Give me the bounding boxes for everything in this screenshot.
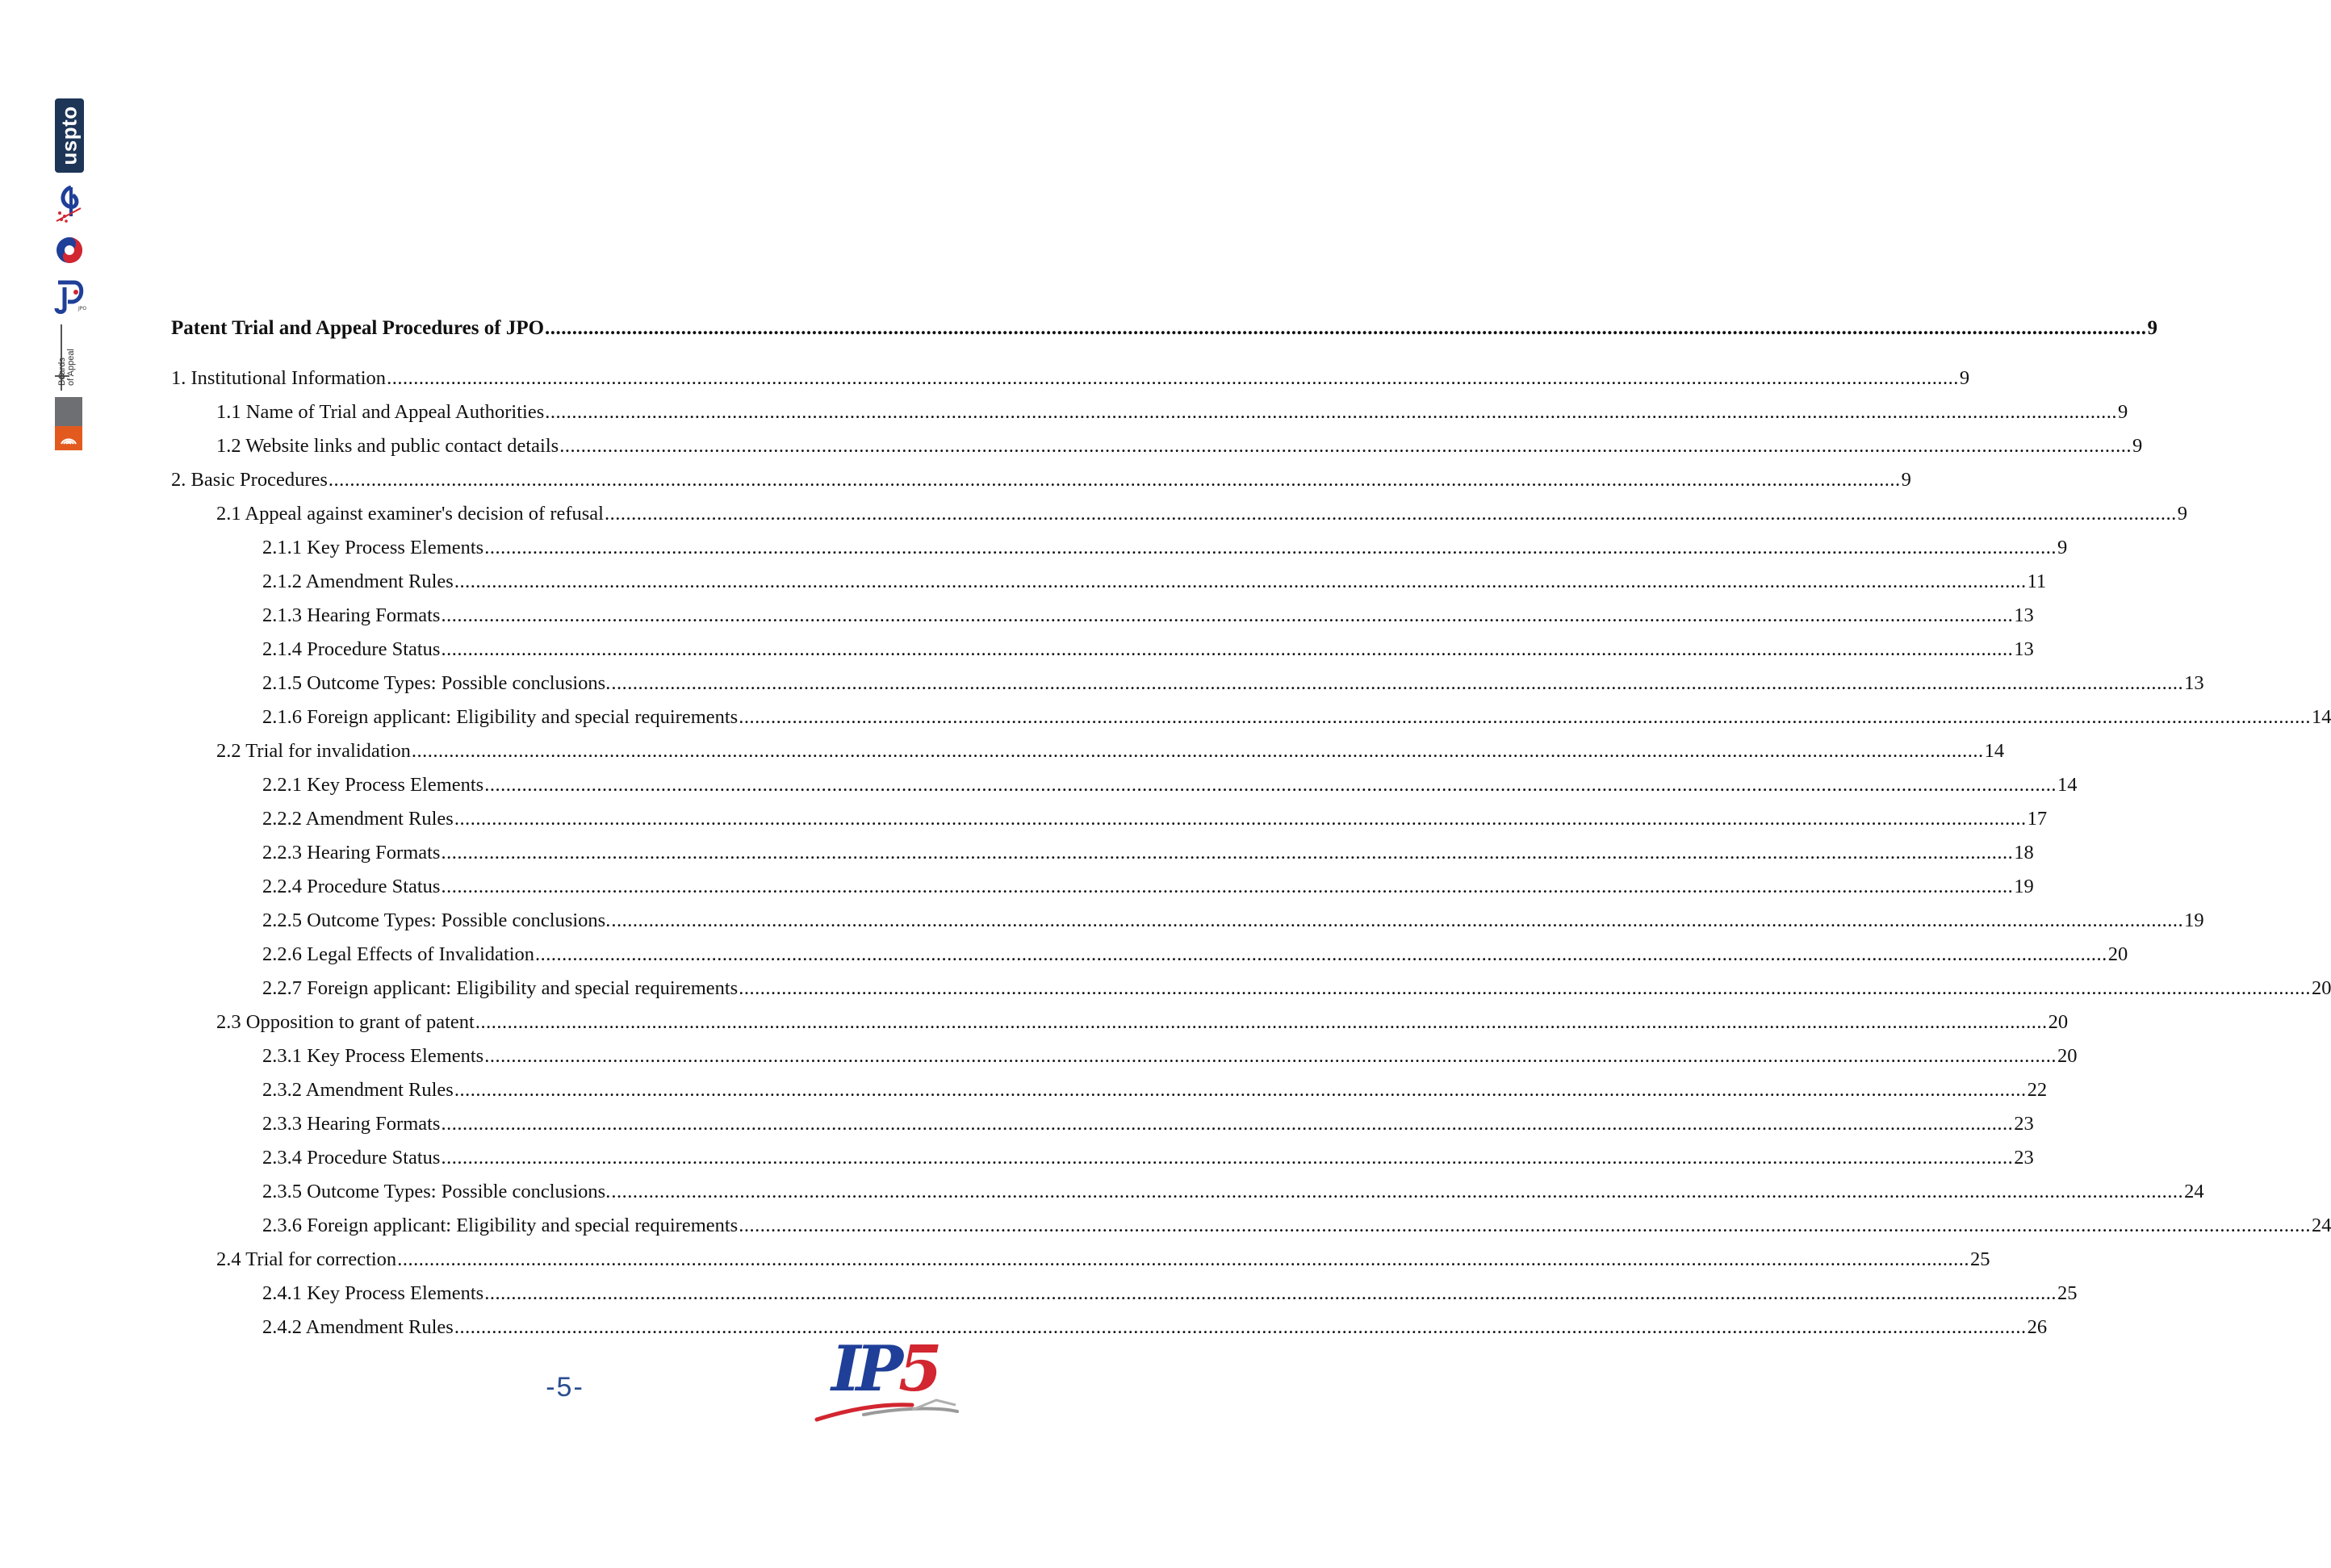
toc-label: Patent Trial and Appeal Procedures of JPO bbox=[171, 317, 545, 339]
toc-page-number: 23 bbox=[2014, 1113, 2034, 1135]
ip5-logo-ip: IP bbox=[831, 1332, 899, 1406]
toc-entry[interactable] bbox=[262, 976, 2331, 1001]
toc-leader bbox=[454, 807, 2027, 831]
toc-page-number: 9 bbox=[2118, 401, 2128, 423]
toc-entry[interactable] bbox=[171, 366, 1970, 391]
toc-label: 2.2.1 Key Process Elements bbox=[262, 774, 484, 796]
toc-label: 2.4.1 Key Process Elements bbox=[262, 1282, 484, 1304]
ip5-logo-five: 5 bbox=[898, 1332, 938, 1406]
toc-page-number: 19 bbox=[2014, 876, 2034, 897]
toc-entry[interactable] bbox=[216, 502, 2187, 526]
toc-entry[interactable] bbox=[262, 638, 2034, 662]
toc-leader bbox=[484, 1282, 2057, 1306]
toc-entry[interactable] bbox=[262, 570, 2047, 594]
toc-entry[interactable] bbox=[262, 1146, 2034, 1170]
toc-entry[interactable] bbox=[262, 841, 2034, 865]
toc-page-number: 24 bbox=[2184, 1181, 2204, 1202]
toc-entry[interactable] bbox=[216, 400, 2128, 424]
toc-entry[interactable] bbox=[262, 1078, 2048, 1102]
toc-label: 2.1.6 Foreign applicant: Eligibility and special requirements bbox=[262, 706, 739, 728]
toc-page-number: 20 bbox=[2107, 943, 2128, 965]
toc-entry[interactable] bbox=[262, 671, 2204, 696]
toc-leader bbox=[397, 1248, 1969, 1272]
toc-leader bbox=[475, 1010, 2048, 1035]
svg-text:JPO: JPO bbox=[78, 306, 87, 312]
toc-entry[interactable] bbox=[262, 1044, 2078, 1068]
toc-label: 2.2.7 Foreign applicant: Eligibility and special requirements bbox=[262, 977, 739, 999]
toc-label: 2.3 Opposition to grant of patent bbox=[216, 1011, 475, 1033]
toc-page-number: 9 bbox=[2177, 503, 2187, 525]
toc-page-number: 25 bbox=[1969, 1248, 1990, 1270]
toc-page-number: 20 bbox=[2048, 1011, 2069, 1033]
toc-page-number: 14 bbox=[2311, 706, 2331, 728]
toc-label: 2.3.5 Outcome Types: Possible conclusions. bbox=[262, 1181, 611, 1202]
toc-leader bbox=[441, 1146, 2013, 1170]
toc-label: 2.3.1 Key Process Elements bbox=[262, 1045, 484, 1067]
toc-leader bbox=[545, 400, 2117, 424]
toc-label: 2.3.2 Amendment Rules bbox=[262, 1079, 454, 1101]
toc-page-number: 13 bbox=[2014, 638, 2034, 660]
toc-leader bbox=[441, 841, 2013, 865]
toc-entry[interactable] bbox=[262, 1282, 2078, 1306]
toc-label: 2.2 Trial for invalidation bbox=[216, 740, 411, 762]
toc-leader bbox=[559, 434, 2132, 458]
toc-heading[interactable] bbox=[171, 316, 2158, 341]
toc-entry[interactable] bbox=[262, 705, 2331, 730]
toc-entry[interactable] bbox=[216, 1010, 2069, 1035]
toc-entry[interactable] bbox=[216, 434, 2143, 458]
toc-leader bbox=[739, 705, 2311, 730]
toc-page-number: 13 bbox=[2184, 672, 2204, 694]
toc-leader bbox=[545, 316, 2147, 341]
toc-leader bbox=[387, 366, 1959, 391]
toc-label: 1.2 Website links and public contact details bbox=[216, 435, 559, 457]
toc-label: 2.2.6 Legal Effects of Invalidation bbox=[262, 943, 534, 965]
toc-entry[interactable] bbox=[262, 943, 2128, 967]
toc-label: 2.1.2 Amendment Rules bbox=[262, 571, 454, 592]
toc-page-number: 9 bbox=[2057, 537, 2068, 558]
uspto-logo-text: uspto bbox=[56, 106, 82, 165]
toc-label: 2.3.3 Hearing Formats bbox=[262, 1113, 441, 1135]
toc-page-number: 17 bbox=[2027, 808, 2048, 830]
boa-line-1: Boards bbox=[57, 358, 67, 386]
toc-page-number: 9 bbox=[1901, 469, 1911, 491]
toc-entry[interactable] bbox=[262, 1180, 2204, 1204]
toc-label: 2.4.2 Amendment Rules bbox=[262, 1316, 454, 1338]
toc-entry[interactable] bbox=[262, 536, 2068, 560]
toc-leader bbox=[441, 1112, 2013, 1136]
toc-label: 2.2.2 Amendment Rules bbox=[262, 808, 454, 830]
toc-label: 2.4 Trial for correction bbox=[216, 1248, 397, 1270]
toc-entry[interactable] bbox=[262, 604, 2034, 628]
toc-page-number: 20 bbox=[2311, 977, 2331, 999]
toc-label: 2.2.3 Hearing Formats bbox=[262, 842, 441, 863]
toc-label: 2.3.6 Foreign applicant: Eligibility and special requirements bbox=[262, 1215, 739, 1236]
toc-entry[interactable] bbox=[262, 807, 2048, 831]
toc-label: 2.2.5 Outcome Types: Possible conclusions. bbox=[262, 909, 611, 931]
toc-page-number: 14 bbox=[1984, 740, 2005, 762]
toc-page-number: 18 bbox=[2014, 842, 2034, 863]
toc-entry[interactable] bbox=[262, 909, 2204, 933]
page-number: -5- bbox=[546, 1372, 584, 1403]
toc-page-number: 9 bbox=[2132, 435, 2143, 457]
ip5-logo bbox=[815, 1332, 960, 1424]
toc-entry[interactable] bbox=[216, 1248, 1990, 1272]
toc-label: 2.1.3 Hearing Formats bbox=[262, 604, 441, 626]
toc-leader bbox=[412, 739, 1984, 763]
toc-leader bbox=[611, 1180, 2183, 1204]
toc-leader bbox=[535, 943, 2107, 967]
toc-label: 1.1 Name of Trial and Appeal Authorities bbox=[216, 401, 545, 423]
toc-leader bbox=[441, 604, 2013, 628]
toc-label: 2.1.4 Procedure Status bbox=[262, 638, 441, 660]
toc-leader bbox=[329, 468, 1901, 492]
toc-leader bbox=[739, 1214, 2311, 1238]
toc-entry[interactable] bbox=[262, 1112, 2034, 1136]
toc-leader bbox=[441, 638, 2013, 662]
toc-entry[interactable] bbox=[262, 875, 2034, 899]
toc-page-number: 26 bbox=[2027, 1316, 2048, 1338]
toc-page-number: 20 bbox=[2057, 1045, 2078, 1067]
toc-leader bbox=[611, 909, 2183, 933]
toc-entry[interactable] bbox=[262, 1214, 2331, 1238]
toc-page-number: 9 bbox=[1959, 367, 1970, 389]
toc-entry[interactable] bbox=[171, 468, 1911, 492]
toc-label: 1. Institutional Information bbox=[171, 367, 387, 389]
toc-label: 2. Basic Procedures bbox=[171, 469, 328, 491]
toc-leader bbox=[454, 570, 2027, 594]
toc-leader bbox=[739, 976, 2311, 1001]
ip5-logo-text bbox=[831, 1332, 938, 1406]
toc-page-number: 11 bbox=[2027, 571, 2047, 592]
toc-leader bbox=[605, 502, 2177, 526]
toc-label: 2.2.4 Procedure Status bbox=[262, 876, 441, 897]
toc-page-number: 9 bbox=[2147, 317, 2158, 339]
toc-leader bbox=[484, 773, 2057, 797]
toc-label: 2.1.1 Key Process Elements bbox=[262, 537, 484, 558]
toc-page-number: 19 bbox=[2184, 909, 2204, 931]
toc-leader bbox=[441, 875, 2013, 899]
toc-leader bbox=[454, 1315, 2027, 1340]
toc-leader bbox=[454, 1078, 2027, 1102]
toc-page-number: 14 bbox=[2057, 774, 2078, 796]
toc-leader bbox=[611, 671, 2183, 696]
toc-leader bbox=[484, 536, 2057, 560]
boa-line-2: of Appeal bbox=[66, 349, 76, 386]
toc-leader bbox=[484, 1044, 2057, 1068]
toc-label: 2.3.4 Procedure Status bbox=[262, 1147, 441, 1169]
toc-page-number: 24 bbox=[2311, 1215, 2331, 1236]
toc-page-number: 23 bbox=[2014, 1147, 2034, 1169]
toc-entry[interactable] bbox=[262, 773, 2078, 797]
toc-label: 2.1 Appeal against examiner's decision of refusal bbox=[216, 503, 604, 525]
toc-page-number: 13 bbox=[2014, 604, 2034, 626]
toc-page-number: 25 bbox=[2057, 1282, 2078, 1304]
toc-page-number: 22 bbox=[2027, 1079, 2048, 1101]
toc-entry[interactable] bbox=[216, 739, 2005, 763]
toc-label: 2.1.5 Outcome Types: Possible conclusions. bbox=[262, 672, 611, 694]
